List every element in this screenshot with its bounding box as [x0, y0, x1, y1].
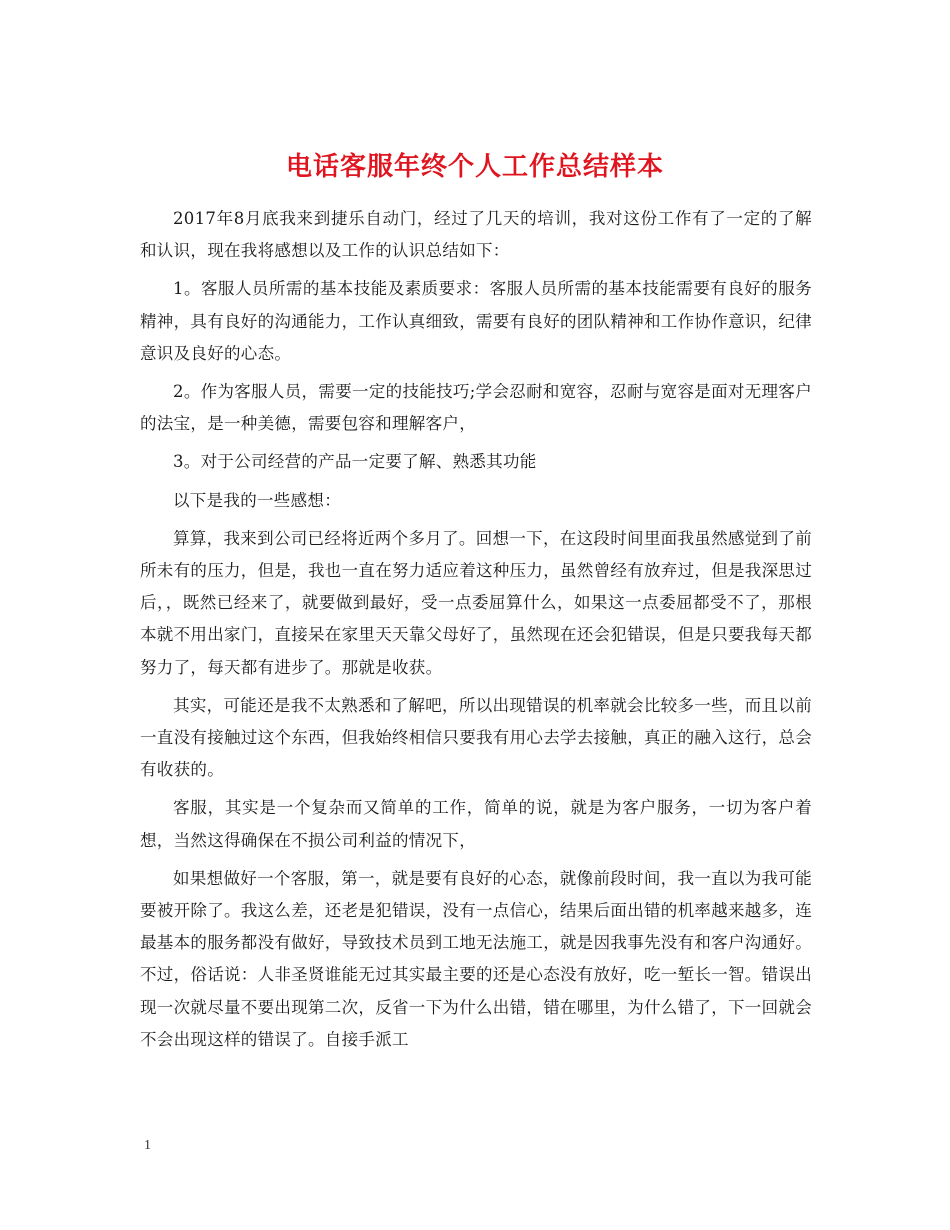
- paragraph-thoughts-heading: 以下是我的一些感想：: [173, 490, 341, 510]
- page-number: 1: [144, 1138, 151, 1153]
- paragraph-reflection-2: 其实，可能还是我不太熟悉和了解吧，所以出现错误的机率就会比较多一些，而且以前一直没有接触过这个东西，但我始终相信只要我有用心去学去接触，真正的融入这行，总会有收获的。: [140, 695, 812, 780]
- document-body: [140, 203, 812, 1062]
- paragraph-item-1: 1。客服人员所需的基本技能及素质要求：客服人员所需的基本技能需要有良好的服务精神，具有良好的沟通能力，工作认真细致，需要有良好的团队精神和工作协作意识，纪律意识及良好的心态。: [140, 279, 812, 363]
- paragraph-reflection-3: 客服，其实是一个复杂而又简单的工作，简单的说，就是为客户服务，一切为客户着想，当然这得确保在不损公司利益的情况下，: [140, 798, 812, 850]
- paragraph-item-3: 3。对于公司经营的产品一定要了解、熟悉其功能: [173, 452, 537, 472]
- paragraph-item-2: 2。作为客服人员，需要一定的技能技巧;学会忍耐和宽容，忍耐与宽容是面对无理客户的法宝，是一种美德，需要包容和理解客户，: [140, 382, 812, 434]
- paragraph-reflection-4: 如果想做好一个客服，第一，就是要有良好的心态，就像前段时间，我一直以为我可能要被开除了。我这么差，还老是犯错误，没有一点信心，结果后面出错的机率越来越多，连最基本的服务都没有做好，导致技术员到工地无法施工，就是因我事先没有和客户沟通好。不过，俗话说：人非圣贤谁能无过其实最主要的还是心态没有放好，吃一堑长一智。错误出现一次就尽量不要出现第二次，反省一下为什么出错，错在哪里，为什么错了，下一回就会不会出现这样的错误了。自接手派工: [140, 868, 812, 1049]
- document-title: 电话客服年终个人工作总结样本: [285, 152, 664, 183]
- paragraph-intro: 2017年8月底我来到捷乐自动门，经过了几天的培训，我对这份工作有了一定的了解和认识，现在我将感想以及工作的认识总结如下：: [140, 209, 812, 261]
- paragraph-reflection-1: 算算，我来到公司已经将近两个多月了。回想一下，在这段时间里面我虽然感觉到了前所未有的压力，但是，我也一直在努力适应着这种压力，虽然曾经有放弃过，但是我深思过后，，既然已经来了，就要做到最好，受一点委屈算什么，如果这一点委屈都受不了，那根本就不用出家门，直接呆在家里天天靠父母好了，虽然现在还会犯错误，但是只要我每天都努力了，每天都有进步了。那就是收获。: [140, 528, 812, 677]
